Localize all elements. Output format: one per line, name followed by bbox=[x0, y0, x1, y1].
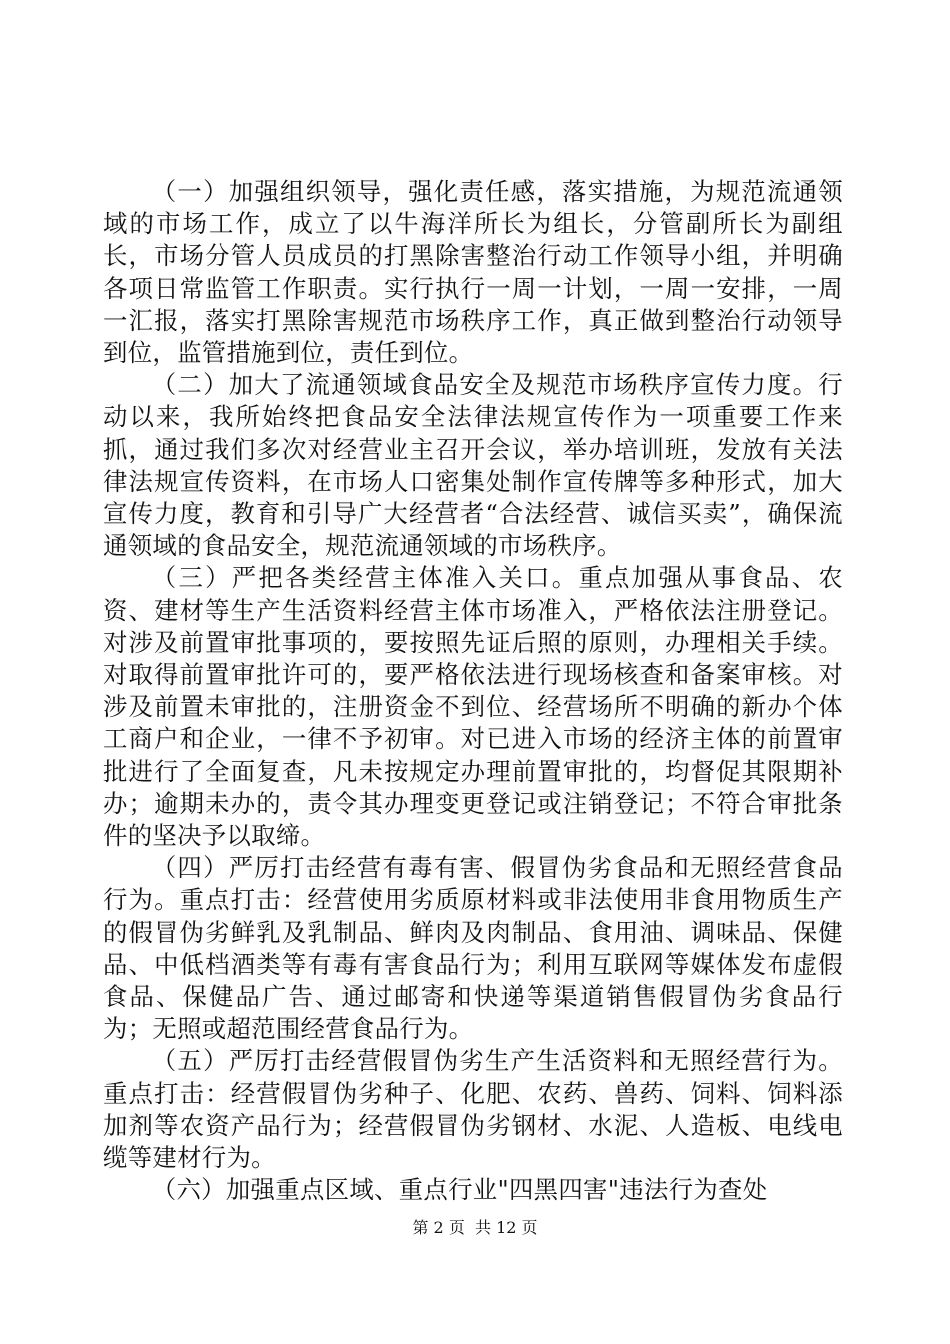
paragraph-6: （六）加强重点区域、重点行业"四黑四害"违法行为查处 bbox=[151, 1175, 768, 1205]
page-footer bbox=[0, 1218, 950, 1238]
paragraph-3: （三）严把各类经营主体准入关口。重点加强从事食品、农资、建材等生产生活资料经营主体市场准入，严格依法注册登记。对涉及前置审批事项的，要按照先证后照的原则，办理相关手续。对取得前置审批许可的，要严格依法进行现场核查和备案审核。对涉及前置未审批的，注册资金不到位、经营场所不明确的新办个体工商户和企业，一律不予初审。对已进入市场的经济主体的前置审批进行了全面复查，凡未按规定办理前置审批的，均督促其限期补办；逾期未办的，责令其办理变更登记或注销登记；不符合审批条件的坚决予以取缔。 bbox=[103, 563, 843, 851]
paragraph-1: （一）加强组织领导，强化责任感，落实措施，为规范流通领域的市场工作，成立了以牛海洋所长为组长，分管副所长为副组长，市场分管人员成员的打黑除害整治行动工作领导小组，并明确各项日常监管工作职责。实行执行一周一计划，一周一安排，一周一汇报，落实打黑除害规范市场秩序工作，真正做到整治行动领导到位，监管措施到位，责任到位。 bbox=[103, 177, 843, 368]
page-number: 第 2 页 共 12 页 bbox=[412, 1218, 538, 1237]
paragraph-2: （二）加大了流通领域食品安全及规范市场秩序宣传力度。行动以来，我所始终把食品安全法律法规宣传作为一项重要工作来抓，通过我们多次对经营业主召开会议，举办培训班，发放有关法律法规宣传资料，在市场人口密集处制作宣传牌等多种形式，加大宣传力度，教育和引导广大经营者“合法经营、诚信买卖”，确保流通领域的食品安全，规范流通领域的市场秩序。 bbox=[103, 370, 843, 561]
paragraph-4: （四）严厉打击经营有毒有害、假冒伪劣食品和无照经营食品行为。重点打击：经营使用劣质原材料或非法使用非食用物质生产的假冒伪劣鲜乳及乳制品、鲜肉及肉制品、食用油、调味品、保健品、中低档酒类等有毒有害食品行为；利用互联网等媒体发布虚假食品、保健品广告、通过邮寄和快递等渠道销售假冒伪劣食品行为；无照或超范围经营食品行为。 bbox=[103, 853, 843, 1044]
document-body bbox=[103, 176, 843, 1207]
paragraph-5: （五）严厉打击经营假冒伪劣生产生活资料和无照经营行为。重点打击：经营假冒伪劣种子、化肥、农药、兽药、饲料、饲料添加剂等农资产品行为；经营假冒伪劣钢材、水泥、人造板、电线电缆等建材行为。 bbox=[103, 1046, 843, 1173]
